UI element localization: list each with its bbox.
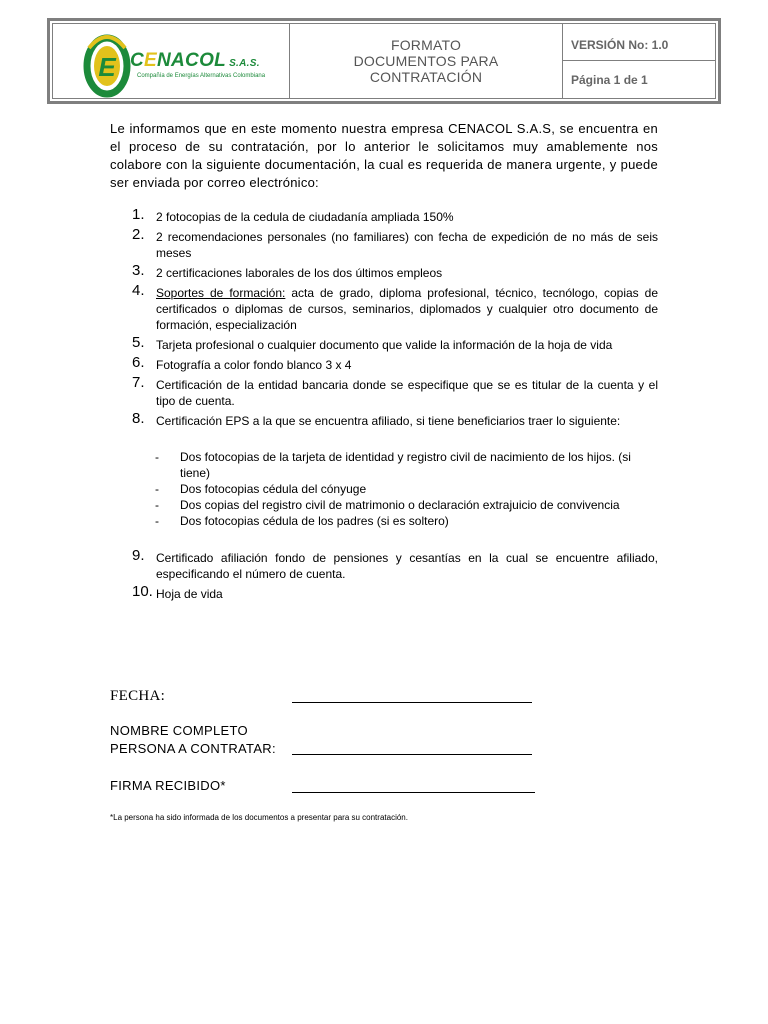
list-item bbox=[110, 374, 658, 409]
sub-item: - Dos fotocopias cédula de los padres (si es soltero) bbox=[155, 513, 658, 529]
nombre-line[interactable] bbox=[292, 754, 532, 755]
list-number: 4. bbox=[132, 282, 145, 299]
fecha-line[interactable] bbox=[292, 702, 532, 703]
sub-item: - Dos fotocopias de la tarjeta de identidad y registro civil de nacimiento de los hijos. (si tiene) bbox=[155, 449, 658, 481]
list-text-prefix: Soportes de formación: bbox=[156, 286, 286, 300]
document-list-continued bbox=[110, 547, 658, 606]
page-label: Página 1 de 1 bbox=[571, 73, 648, 87]
list-number: 10. bbox=[132, 583, 153, 600]
list-item bbox=[110, 206, 658, 225]
document-title: FORMATO DOCUMENTOS PARA CONTRATACIÓN bbox=[353, 37, 499, 85]
list-number: 8. bbox=[132, 410, 145, 427]
list-item bbox=[110, 354, 658, 373]
list-text: Fotografía a color fondo blanco 3 x 4 bbox=[156, 358, 352, 372]
list-item bbox=[110, 334, 658, 353]
list-number: 9. bbox=[132, 547, 145, 564]
company-name-e: E bbox=[144, 50, 158, 71]
nombre-label-1: NOMBRE COMPLETO bbox=[110, 723, 248, 738]
sub-item: - Dos copias del registro civil de matrimonio o declaración extrajuicio de convivencia bbox=[155, 497, 658, 513]
nombre-label-2: PERSONA A CONTRATAR: bbox=[110, 741, 276, 756]
company-name-rest: NACOL bbox=[157, 50, 227, 71]
list-number: 3. bbox=[132, 262, 145, 279]
list-text: acta de grado, diploma profesional, técnico, tecnólogo, copias de certificados o diplomas de cursos, seminarios, diplomados y cualquier otro documento de formación, especialización bbox=[156, 286, 659, 332]
list-text: 2 recomendaciones personales (no familiares) con fecha de expedición de no más de seis meses bbox=[156, 230, 658, 260]
list-number: 1. bbox=[132, 206, 145, 223]
list-text: 2 fotocopias de la cedula de ciudadanía ampliada 150% bbox=[156, 210, 454, 224]
list-number: 5. bbox=[132, 334, 145, 351]
document-header bbox=[47, 18, 721, 104]
footnote: *La persona ha sido informada de los documentos a presentar para su contratación. bbox=[110, 813, 408, 822]
company-logo bbox=[53, 24, 290, 98]
list-item bbox=[110, 226, 658, 261]
list-text: 2 certificaciones laborales de los dos últimos empleos bbox=[156, 266, 443, 280]
list-item bbox=[110, 410, 658, 429]
beneficiary-list bbox=[155, 449, 658, 529]
cenacol-emblem-icon bbox=[81, 28, 133, 100]
list-item bbox=[110, 262, 658, 281]
firma-label: FIRMA RECIBIDO* bbox=[110, 778, 226, 793]
version-label: VERSIÓN No: 1.0 bbox=[563, 24, 715, 61]
list-number: 6. bbox=[132, 354, 145, 371]
emblem-letter: E bbox=[98, 52, 116, 82]
fecha-label: FECHA: bbox=[110, 688, 166, 704]
list-number: 2. bbox=[132, 226, 145, 243]
list-item bbox=[110, 583, 658, 602]
list-text: Tarjeta profesional o cualquier documento que valide la información de la hoja de vida bbox=[156, 338, 613, 352]
company-name bbox=[130, 50, 260, 72]
sub-item: - Dos fotocopias cédula del cónyuge bbox=[155, 481, 658, 497]
company-name-c: C bbox=[130, 50, 145, 71]
document-title-cell bbox=[290, 24, 563, 98]
list-text: Certificado afiliación fondo de pensiones y cesantías en la cual se encuentre afiliado, especificando el número de cuenta. bbox=[156, 551, 658, 581]
list-item bbox=[110, 547, 658, 582]
list-text: Certificación de la entidad bancaria donde se especifique que se es titular de la cuenta y el tipo de cuenta. bbox=[156, 378, 658, 408]
company-tagline: Compañía de Energías Alternativas Colombiana bbox=[137, 73, 266, 79]
list-item bbox=[110, 282, 659, 333]
firma-line[interactable] bbox=[292, 792, 535, 793]
list-text: Hoja de vida bbox=[156, 587, 223, 601]
list-text: Certificación EPS a la que se encuentra afiliado, si tiene beneficiarios traer lo siguiente: bbox=[156, 414, 621, 428]
intro-paragraph: Le informamos que en este momento nuestra empresa CENACOL S.A.S, se encuentra en el proceso de su contratación, por lo anterior le solicitamos muy amablemente nos colabore con la siguiente documentación, la cual es requerida de manera urgente, y puede ser enviada por correo electrónico: bbox=[110, 121, 658, 190]
document-list bbox=[110, 206, 659, 433]
company-sas: S.A.S. bbox=[229, 58, 260, 69]
list-number: 7. bbox=[132, 374, 145, 391]
